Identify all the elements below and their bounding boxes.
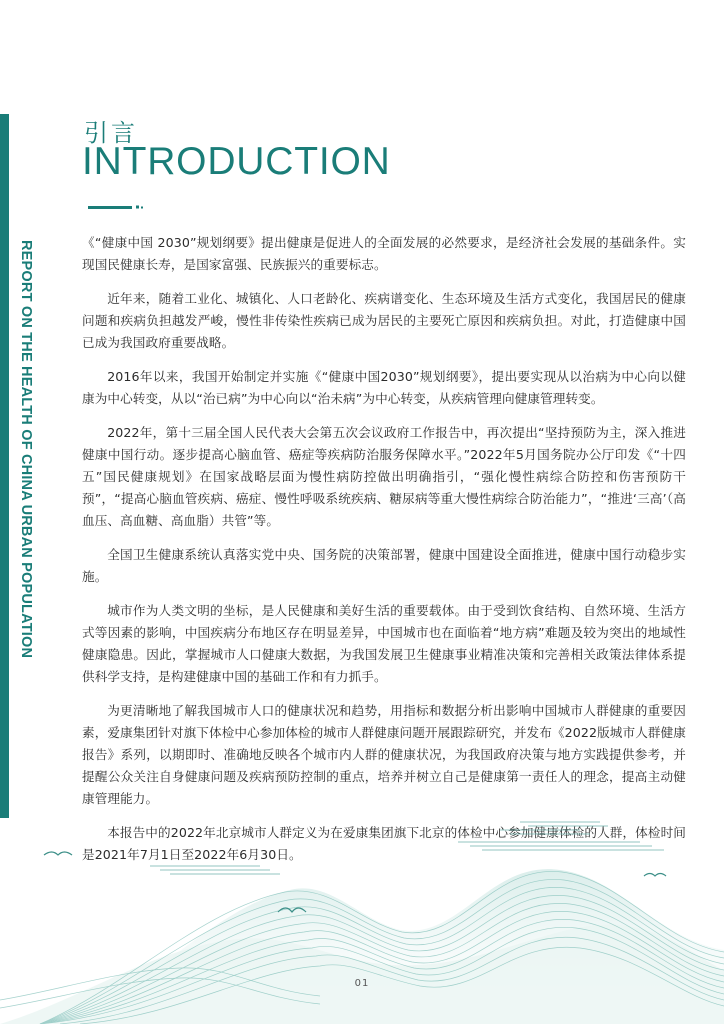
paragraph: 2022年，第十三届全国人民代表大会第五次会议政府工作报告中，再次提出“坚持预防为主，深入推进健康中国行动。逐步提高心脑血管、癌症等疾病防治服务保障水平。”2022年5月国务院办公厅印发《“十四五”国民健康规划》在国家战略层面为慢性病防控做出明确指引，“强化慢性病综合防控和伤害预防干预”，“提高心脑血管疾病、癌症、慢性呼吸系统疾病、糖尿病等重大慢性病综合防治能力”，“推进‘三高’（高血压、高血糖、高血脂）共管”等。 bbox=[82, 425, 686, 528]
sidebar-accent-bar bbox=[0, 114, 9, 818]
title-underline-decoration bbox=[88, 202, 148, 212]
paragraph: 城市作为人类文明的坐标，是人民健康和美好生活的重要载体。由于受到饮食结构、自然环境、生活方式等因素的影响，中国疾病分布地区存在明显差异，中国城市也在面临着“地方病”难题及较为突出的地域性健康隐患。因此，掌握城市人口健康大数据，为我国发展卫生健康事业精准决策和完善相关政策法律体系提供科学支持，是构建健康中国的基础工作和有力抓手。 bbox=[82, 603, 686, 684]
paragraph: 近年来，随着工业化、城镇化、人口老龄化、疾病谱变化、生态环境及生活方式变化，我国居民的健康问题和疾病负担越发严峻，慢性非传染性疾病已成为居民的主要死亡原因和疾病负担。对此，打造健康中国已成为我国政府重要战略。 bbox=[82, 291, 686, 350]
paragraph: 本报告中的2022年北京城市人群定义为在爱康集团旗下北京的体检中心参加健康体检的人群，体检时间是2021年7月1日至2022年6月30日。 bbox=[82, 825, 686, 862]
mountain-landscape-decoration bbox=[0, 800, 724, 1024]
section-title-english: INTRODUCTION bbox=[82, 140, 391, 183]
paragraph: 为更清晰地了解我国城市人口的健康状况和趋势，用指标和数据分析出影响中国城市人群健康的重要因素，爱康集团针对旗下体检中心参加体检的城市人群健康问题开展跟踪研究，并发布《2022版城市人群健康报告》系列，以期即时、准确地反映各个城市内人群的健康状况，为我国政府决策与地方实践提供参考，并提醒公众关注自身健康问题及疾病预防控制的重点，培养并树立自己是健康第一责任人的理念，提高主动健康管理能力。 bbox=[82, 703, 686, 806]
sidebar-report-title: REPORT ON THE HEALTH OF CHINA URBAN POPULATION bbox=[18, 240, 34, 659]
paragraph: 全国卫生健康系统认真落实党中央、国务院的决策部署，健康中国建设全面推进，健康中国行动稳步实施。 bbox=[82, 547, 686, 584]
paragraph: 2016年以来，我国开始制定并实施《“健康中国2030”规划纲要》，提出要实现从以治病为中心向以健康为中心转变，从以“治已病”为中心向以“治未病”为中心转变，从疾病管理向健康管理转变。 bbox=[82, 369, 686, 406]
introduction-body bbox=[82, 232, 686, 878]
paragraph: 《“健康中国 2030”规划纲要》提出健康是促进人的全面发展的必然要求，是经济社会发展的基础条件。实现国民健康长寿，是国家富强、民族振兴的重要标志。 bbox=[82, 235, 686, 272]
page-number: 01 bbox=[354, 978, 370, 989]
section-title-chinese: 引言 bbox=[84, 119, 138, 147]
